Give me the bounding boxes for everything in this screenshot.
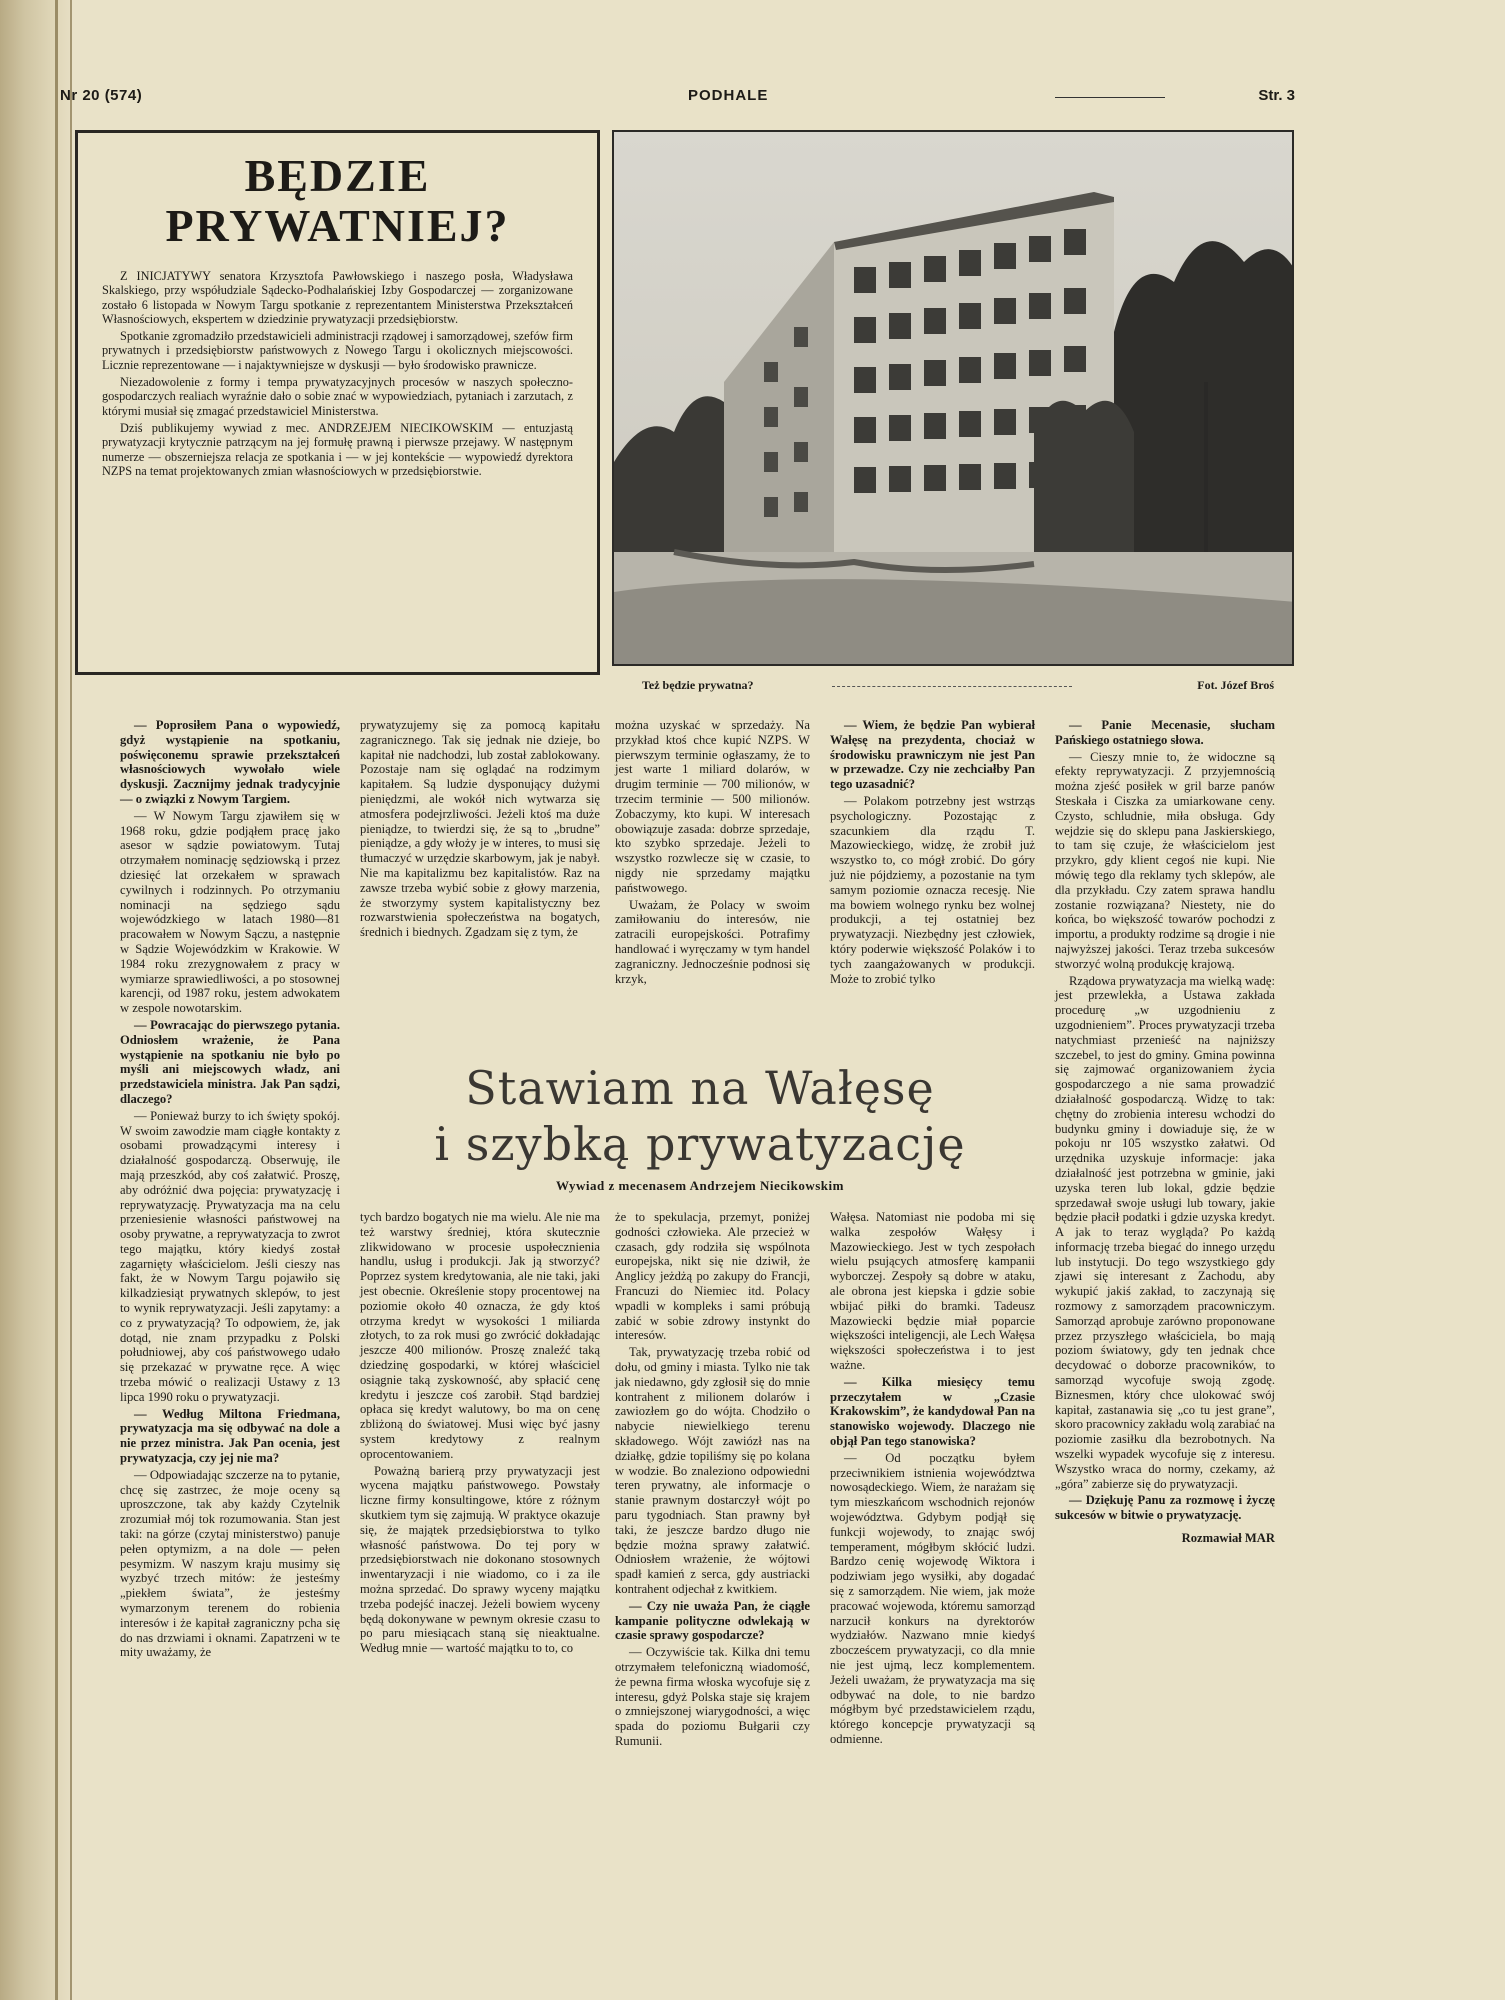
article-paragraph: tych bardzo bogatych nie ma wielu. Ale nie ma też warstwy średniej, która skutecznie zlikwidowano w procesie uspołecznienia handlu, usług i produkcji. Jak ją stworzyć? Poprzez system kredytowania, ale nie taki, jaki jest obecnie. Określenie stopy procentowej na poziomie około 40 oznacza, że gdy ktoś otrzyma kredyt w wysokości 1 miliarda złotych, to za rok musi go zwrócić dokładając jeszcze 400 milionów. Proszę znaleźć taką dziedzinę gospodarki, w której właściciel osiągnie taką zyskowność, aby spłacić cenę kredytu i jeszcze coś zarobił. Stąd bardziej opłaca się kredyt walutowy, bo ma on cenę zbliżoną do światowej. Musi więc być jasny system kredytowy z realnym oprocentowaniem. [360,1210,600,1461]
article-column-4-bottom [830,1210,1035,1930]
article-column-5 [1055,718,1275,1878]
article-headline [370,1060,1030,1205]
interview-question: — Kilka miesięcy temu przeczytałem w „Czasie Krakowskim”, że kandydował Pan na stanowisko wojewody. Dlaczego nie objął Pan tego stanowiska? [830,1374,1035,1448]
interview-question: — Wiem, że będzie Pan wybierał Wałęsę na prezydenta, chociaż w środowisku prawniczym nie jest Pan w przewadze. Czy nie zechciałby Pan tego uzasadnić? [830,718,1035,792]
header-rule [1055,97,1165,98]
intro-paragraph: Z INICJATYWY senatora Krzysztofa Pawłowskiego i naszego posła, Władysława Skalskiego, przy współudziale Sądecko-Podhalańskiej Izby Gospodarczej — zorganizowane zostało 6 listopada w Nowym Targu spotkanie z reprezentantem Ministerstwa Przekształceń Własnościowych, ekspertem w dziedzinie prywatyzacji przedsiębiorstw. [102,269,573,326]
article-column-3-top [615,718,810,1058]
page-header [60,85,1295,111]
interview-answer: Rządowa prywatyzacja ma wielką wadę: jest przewlekła, a Ustawa zakłada procedurę „w uzgodnieniu z uzgodnieniem”. Proces prywatyzacji trzeba natychmiast przenieść na najniższy szczebel, to jest do gminy. Gmina powinna się zajmować organizowaniem życia gospodarczego a nie sama prowadzić działalność gospodarczą. Widzę to tak: chętny do zrobienia interesu wchodzi do budynku gminy i dowiaduje się, że w pokoju nr 105 wszystko załatwi. Od urzędnika uzyskuje informacje: jaka działalność jest potrzebna w gminie, jaki uzyska teren lub lokal, gdzie będzie sprzedawał swoje usługi lub towary, jakie będzie płacił podatki i gdzie uzyska kredyt. A jak to teraz wygląda? Po każdą informację trzeba biegać do innego urzędu lub instytucji. Do tego wszystkiego gdy zjawi się interesant z Zachodu, aby wykupić jakiś zakład, to zaczynają się rozmowy z samorządem pracowniczym. Samorząd aprobuje zarówno proponowane przez przyszłego właściciela, bo mają poziom światowy, gdy ten jednak chce decydować o doborze pracowników, to samorząd wycofuje swoją zgodę. Biznesmen, który chce ulokować swój kapitał, zastanawia się „co tu jest grane”, skoro pracownicy zakładu wolą zarabiać na poziomie zasiłku dla bezrobotnych. Na wszelki wypadek wycofuje się z interesu. Wszystko wraca do normy, czekamy, aż „góra” zabierze się do prywatyzacji. [1055,973,1275,1491]
interview-answer: — Ponieważ burzy to ich święty spokój. W swoim zawodzie mam ciągłe kontakty z osobami prowadzącymi interesy i działalność gospodarczą. Obserwuję, ile mają przeszkód, aby coś załatwić. Proszę, aby odróżnić dwa pojęcia: prywatyzację i reprywatyzację. Prywatyzacja ma na celu przeniesienie własności państwowej na osoby prywatne, a reprywatyzacja to zwrot tego majątku, który kiedyś został zagarnięty właścicielom. Jeśli cieszy nas fakt, że w Nowym Targu pojawiło się kilkadziesiąt prywatnych sklepów, to jest to wynik reprywatyzacji. Jeśli zapytamy: a co z prywatyzacją? To odpowiem, że, jak dotąd, nie znam przypadku z Polski południowej, aby coś państwowego udało się przekazać w prywatne ręce. A więc trzeba mówić o realizacji Ustawy z 13 lipca 1990 roku o prywatyzacji. [120,1108,340,1404]
article-column-3-bottom [615,1210,810,1930]
interview-answer: — Oczywiście tak. Kilka dni temu otrzymałem telefoniczną wiadomość, że pewna firma włoska wycofuje się z interesu, gdyż Polska staje się krajem o zmniejszonej wiarygodności, a więc spada do poziomu Bułgarii czy Rumunii. [615,1645,810,1748]
article-paragraph: Poważną barierą przy prywatyzacji jest wycena majątku państwowego. Powstały liczne firmy konsultingowe, które z różnym skutkiem tym się zajmują. W praktyce okazuje się, że majątek przedsiębiorstwa to tylko własność państwowa. Do tej pory w przedsiębiorstwach nie dokonano stosownych inwentaryzacji i nie wiadomo, co i za ile można sprzedać. Do sprawy wyceny majątku trzeba podejść inaczej. Jeżeli bowiem wyceny będą dokonywane w pewnym okresie czasu to po paru miesiącach staną się nieaktualne. Według mnie — wartość majątku to to, co [360,1463,600,1656]
author-signature: Rozmawiał MAR [1181,1531,1275,1546]
article-paragraph: Wałęsa. Natomiast nie podoba mi się walka zespołów Wałęsy i Mazowieckiego. Jest w tych zespołach wielu psujących atmosferę kampanii wyborczej. Zespoły są dobre w ataku, ale obrona jest kiepska i gdzie sobie wbijać piłki do bramki. Tadeusz Mazowiecki będzie miał poparcie większości inteligencji, ale Lech Wałęsa większości społeczeństwa i to jest ważne. [830,1210,1035,1372]
article-paragraph: prywatyzujemy się za pomocą kapitału zagranicznego. Tak się jednak nie dzieje, bo kapitał nie nadchodzi, lub został zablokowany. Pozostaje nam się oglądać na rodzimym kapitałem. Są ludzie dysponujący dużymi pieniędzmi, ale wokół nich wytwarza się atmosfera podejrzliwości. Jeżeli ktoś ma duże pieniądze, to twierdzi się, że są to „brudne” pieniądze, a gdy włoży je w interes, to musi się tłumaczyć w urzędzie skarbowym, jak je nabył. Nie ma kapitalizmu bez kapitalistów. Raz na zawsze trzeba wybić sobie z głowy marzenia, że stworzymy system kapitalistyczny bez rozwarstwienia społeczeństwa na bogatych, średnich i biednych. Zgadzam się z tym, że [360,718,600,940]
interview-answer: — Odpowiadając szczerze na to pytanie, chcę się zastrzec, że moje oceny są uproszczone, tak aby każdy Czytelnik zrozumiał mój tok rozumowania. Stan jest taki: na górze (czytaj ministerstwo) panuje pełen optymizm, a na dole — pełen pesymizm. W naszym kraju musimy się wyzbyć trzech mitów: że jesteśmy „piekłem świata”, że jesteśmy wymarzonym terenem do robienia interesów i że kapitał zagraniczny pcha się do nas drzwiami i oknami. Zapatrzeni w te mity uważamy, że [120,1467,340,1660]
interview-answer: — Polakom potrzebny jest wstrząs psychologiczny. Pozostając z szacunkiem dla rządu T. Mazowieckiego, widzę, że zrobił już wszystko to, co mógł zrobić. Do góry już nie pójdziemy, a pozostanie na tym samym poziomie oznacza recesję. Nie ma bowiem wolnego rynku bez wolnej produkcji, a tej ostatniej bez prywatyzacji. Niezbędny jest człowiek, który poderwie większość Polaków i to tych zaangażowanych w produkcji. Może to zrobić tylko [830,793,1035,986]
photo-credit: Fot. Józef Broś [1197,678,1274,692]
photo-caption-row [612,678,1294,694]
photo-caption: Też będzie prywatna? [642,678,754,692]
article-column-4-top [830,718,1035,1058]
intro-text [102,269,573,478]
article-column-2-top [360,718,600,1058]
article-subheadline: Wywiad z mecenasem Andrzejem Niecikowskim [556,1178,844,1193]
interview-answer: — Cieszy mnie to, że widoczne są efekty reprywatyzacji. Z przyjemnością można zjeść posiłek w gril barze panów Steskała i Ciszka za umiarkowane ceny. Czysto, schludnie, miła obsługa. Gdy wejdzie się do sklepu pana Jaskierskiego, to tam się czuje, że właścicielom jest przykro, gdy klient cegoś nie kupi. Nie mówię tego dla reklamy tych sklepów, ale dla przykładu. Czy zatem sprawa handlu zostanie rozwiązana? Niestety, nie do końca, bo większość towarów pochodzi z importu, a produkty rodzime są drogie i nie najwyższej jakości. Teraz trzeba sukcesów stworzyć wolną produkcję krajową. [1055,749,1275,971]
building-photo-graphic [614,132,1294,666]
interview-answer: — W Nowym Targu zjawiłem się w 1968 roku, gdzie podjąłem pracę jako asesor w sądzie powiatowym. Tutaj otrzymałem nominację sędziowską i przez dziesięć lat orzekałem w sprawach cywilnych i rodzinnych. Po otrzymaniu nominacji na sędziego sądu wojewódzkiego w latach 1980—81 pracowałem w Nowym Sączu, a następnie w Sądzie Wojewódzkim w Krakowie. W 1984 roku zrezygnowałem z pracy w wymiarze sprawiedliwości, a po stosownej karencji, od 1987 roku, jestem adwokatem w zespole nowotarskim. [120,808,340,1016]
intro-paragraph: Dziś publikujemy wywiad z mec. ANDRZEJEM NIECIKOWSKIM — entuzjastą prywatyzacji krytycznie patrzącym na jej formułę prawną i pierwsze przejawy. W następnym numerze — obszerniejsza relacja ze spotkania i — w jej kontekście — wypowiedź dyrektora NZPS na temat projektowanych zmian własnościowych w przedsiębiorstwie. [102,420,573,478]
interview-question: — Panie Mecenasie, słucham Pańskiego ostatniego słowa. [1055,718,1275,747]
interview-question: — Powracając do pierwszego pytania. Odniosłem wrażenie, że Pana wystąpienie na spotkaniu nie było po myśli ani miejscowych władz, ani przedstawiciela ministra. Jak Pan sądzi, dlaczego? [120,1017,340,1106]
article-paragraph: można uzyskać w sprzedaży. Na przykład ktoś chce kupić NZPS. W pierwszym terminie ogłaszamy, że to jest warte 1 miliard dolarów, w drugim terminie — 700 milionów, w trzecim terminie — 500 milionów. Zobaczymy, kto kupi. W interesach obowiązuje zasada: dobrze sprzedaje, kto szybko sprzedaje. Jeżeli to wszystko rozwlecze się w czasie, to nigdy nie sprzedamy majątku państwowego. [615,718,810,895]
article-column-2-bottom [360,1210,600,1930]
article-paragraph: że to spekulacja, przemyt, poniżej godności człowieka. Ale przecież w czasach, gdy rodziła się wspólnota europejska, nikt się nie dziwił, że Anglicy jeżdżą po zakupy do Francji, Francuzi do Niemiec itd. Polacy wpadli w kompleks i sami próbują zabić w sobie zdrowy instynkt do interesów. [615,1210,810,1343]
article-column-1 [120,718,340,1928]
issue-number: Nr 20 (574) [60,87,143,104]
intro-paragraph: Spotkanie zgromadziło przedstawicieli administracji rządowej i samorządowej, szefów firm prywatnych i przedsiębiorstw państwowych z Nowego Targu i okolicznych miejscowości. Licznie reprezentowane — i najaktywniejsze w dyskusji — było środowisko prawnicze. [102,329,573,372]
newspaper-title: PODHALE [688,87,769,104]
interview-question: — Dziękuję Panu za rozmowę i życzę sukcesów w bitwie o prywatyzację. [1055,1493,1275,1523]
article-paragraph: Tak, prywatyzację trzeba robić od dołu, od gminy i miasta. Tylko nie tak jak niedawno, gdy zgłosił się do mnie kontrahent z milionem dolarów i zawiozłem go do wójta. Chodziło o nabycie niewielkiego terenu składowego. Wójt zawiózł nas na działkę, gdzie topiliśmy się po kolana w wodzie. Bo znaleziono odpowiedni teren prywatny, ale informacje o stanie prawnym dostarczył wójt po paru tygodniach. Stan prawny był taki, że jeszcze bardzo długo nie będzie można sprawy załatwić. Odniosłem wrażenie, że wójtowi spadł kamień z serca, gdy austriacki kontrahent odjechał z kwitkiem. [615,1345,810,1596]
interview-question: — Czy nie uważa Pan, że ciągłe kampanie polityczne odwlekają w czasie sprawy gospodarcze? [615,1598,810,1643]
building-photo [612,130,1294,666]
caption-dash [832,686,1072,687]
intro-headline: BĘDZIE PRYWATNIEJ? [165,150,510,251]
interview-question: — Poprosiłem Pana o wypowiedź, gdyż wystąpienie na spotkaniu, poświęconemu sprawie przekształceń własnościowych wywołało wiele dyskusji. Zacznijmy jednak tradycyjnie — o związki z Nowym Targiem. [120,718,340,806]
binding-edge [55,0,58,2000]
interview-answer: — Od początku byłem przeciwnikiem istnienia województwa nowosądeckiego. Wiem, że narażam się tym mieszkańcom wschodnich rejonów województwa. Gdybym podjął się funkcji wojewody, to znając swój temperament, mógłbym skłócić ludzi. Bardzo cenię wojewodę Wiktora i podziwiam jego wysiłki, aby dogadać się z samorządem. Nie wiem, jak może pracować wojewoda, któremu samorząd narzucił konkurs na dyrektorów wydziałów. Nazwano mnie kiedyś zbocześcem prywatyzacji, co dla mnie nie jest ujmą, lecz komplementem. Jeżeli uważam, że prywatyzacja ma się odbywać na dole, to nie bardzo mógłbym być przedstawicielem rządu, którego koncepcje prywatyzacji są odmienne. [830,1450,1035,1746]
page-number: Str. 3 [1258,87,1295,104]
headline-line-1: Stawiam na Wałęsę [465,1061,935,1115]
article-paragraph: Uważam, że Polacy w swoim zamiłowaniu do interesów, nie zatracili europejskości. Potrafimy handlować i wyręczamy w tym handel zagraniczny. Jednocześnie podnosi się krzyk, [615,897,810,986]
interview-question: — Według Miltona Friedmana, prywatyzacja ma się odbywać na dole a nie przez ministra. Jak Pan ocenia, jest prywatyzacja, czy jej nie ma? [120,1406,340,1466]
page-binding [0,0,72,2000]
headline-line-2: i szybką prywatyzację [434,1117,966,1171]
intro-box [75,130,600,675]
intro-paragraph: Niezadowolenie z formy i tempa prywatyzacyjnych procesów w naszych społeczno-gospodarczych realiach wyraźnie dało o sobie znać w wypowiedziach, pytaniach i zarzutach, z którymi musiał się zmagać przedstawiciel Ministerstwa. [102,375,573,418]
